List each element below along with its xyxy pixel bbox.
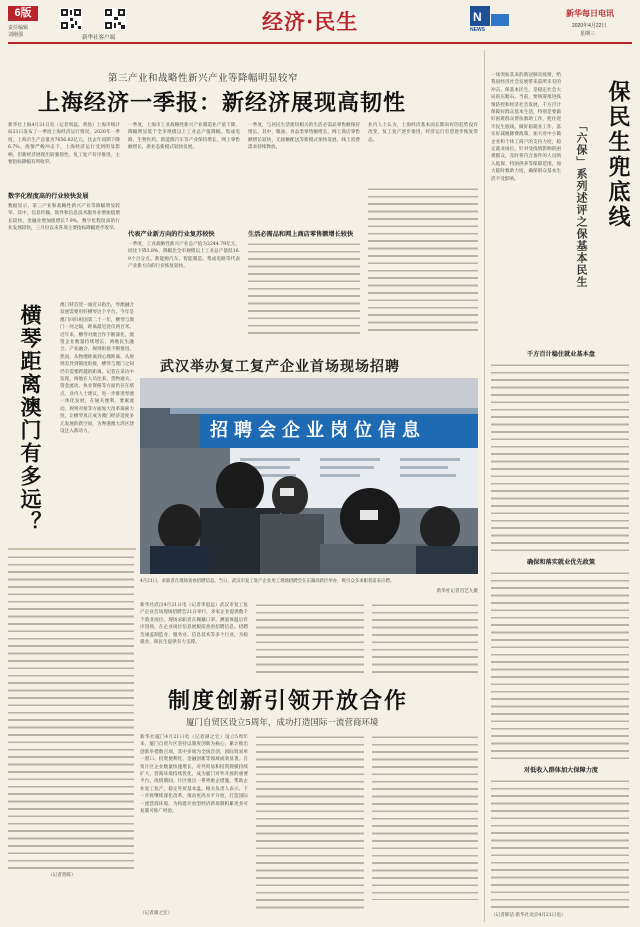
lead-subhead: 代表产业新方向的行业复苏较快	[128, 231, 215, 238]
hengqin-byline: （记者曾晖）	[48, 873, 76, 878]
lead-paragraph: 数据显示，第三产业和战略性新兴产业等降幅明显较窄。其中，信息传输、软件和信息技术服务业增加值增长较快，金融业增加值增长7.9%，数字化程度高的行业发展较快，三月份以来各项主要指标降幅逐步收窄。	[8, 204, 120, 232]
lead-paragraph: 一季度，工业战略性新兴产业总产值为2244.79亿元，同比下降3.8%，降幅比全市规模以上工业总产值低16.9个百分点。新能源汽车、智能制造、集成电路等代表产业新方向的行业恢复较快。	[128, 242, 240, 270]
lead-subhead: 数字化程度高的行业较快发展	[8, 193, 89, 200]
wuhan-headline: 武汉举办复工复产企业首场现场招聘	[160, 359, 400, 375]
right-subhead: 对低收入群体加大保障力度	[523, 767, 599, 774]
wuhan-body-continued	[372, 602, 478, 678]
lead-subhead: 生活必需品和网上商店零售额增长较快	[248, 231, 354, 238]
right-byline: （记者韩洁 新华社北京4月21日电）	[491, 913, 566, 918]
right-body-block	[491, 570, 629, 760]
right-body-block	[491, 362, 629, 552]
job-fair-banner: 招聘会企业岗位信息	[210, 420, 426, 441]
hengqin-title: 横琴距离澳门有多远？	[18, 304, 43, 534]
qr-code-icon	[60, 8, 82, 30]
brand-name: 新华每日电讯	[566, 9, 614, 18]
right-intro: 一场突如其来的新冠肺炎疫情，给我国经济社会发展带来前所未有的冲击。保基本民生，是稳定社会大局的压舱石。当前，要统筹推进疫情防控和经济社会发展，千方百计保障好群众基本生活，特别是要做好困难群众帮扶救助工作，兜住兜牢民生底线。做好稳就业工作，落实好减税降费政策，加大对中小微企业和个体工商户的支持力度，稳定就业岗位。针对受疫情影响的困难群众，及时将符合条件的人员纳入低保、特困供养等保障范围，加大临时救助力度，确保群众基本生活不受影响。	[491, 73, 561, 182]
right-subhead: 确保和落实就业优先政策	[526, 559, 596, 566]
reform-body-continued	[372, 734, 478, 900]
issue-weekday: 星期三	[580, 31, 596, 37]
wuhan-body: 新华社武汉4月21日电（记者李思远）武汉市复工复产企业首场现场招聘会21日举行，多家企业提供数千个就业岗位。现场求职者在佩戴口罩、测量体温后有序进场，在企业岗位信息展板前查看招聘信息。招聘会涵盖制造业、服务业、信息技术等多个行业，为稳就业、保民生提供有力支撑。	[140, 603, 248, 646]
svg-text:N: N	[473, 10, 482, 24]
issue-date: 2020年4月22日	[572, 23, 607, 29]
wuhan-photo	[140, 378, 478, 574]
section-title: 经济·民生	[262, 9, 359, 34]
lead-paragraph: 新华社上海4月21日电（记者周蕊、黄扬）上海市统计局21日发布了一季度上海经济运行情况，2020年一季度，上海市生产总值为7856.82亿元，比去年同期下降6.7%。疫情严峻冲击下，上海经济运行受到明显影响，但新经济展现出较强韧性，复工复产有序推进，主要指标降幅有所收窄。	[8, 123, 120, 166]
reform-subheadline: 厦门自贸区设立5周年，成功打造国际一流营商环境	[186, 718, 379, 728]
page-header	[0, 0, 640, 44]
logo-text: NEWS	[470, 27, 485, 33]
qr-code-icon	[104, 8, 126, 30]
right-subhead: 千方百计稳住就业基本盘	[526, 351, 596, 358]
reform-byline: （记者颜之宏）	[140, 911, 173, 916]
hengqin-divider	[8, 548, 136, 550]
right-column-article	[484, 50, 635, 922]
page-number: 6版	[14, 7, 32, 19]
lead-kicker: 第三产业和战略性新兴产业等降幅明显较窄	[108, 73, 299, 84]
hengqin-article	[8, 298, 136, 883]
lead-paragraph: 业内人士认为，上海经济基本面长期向好的趋势没有改变，复工复产逐步推进，经济运行有望逐步恢复常态。	[368, 123, 478, 143]
lead-paragraph-filler	[248, 241, 360, 337]
editor-name: 刘刚强	[8, 32, 24, 38]
qr-caption: 新华社客户端	[82, 35, 116, 41]
lead-paragraph-filler	[368, 186, 478, 336]
editor-label: 责任编辑	[8, 25, 29, 31]
reform-headline: 制度创新引领开放合作	[168, 688, 409, 714]
lead-headline: 上海经济一季报：新经济展现高韧性	[38, 90, 407, 116]
hengqin-body: 澳门特首贺一诚近日指出，琴澳融合发展需要用好横琴这个平台。今年是澳门回归祖国第二十一年，横琴与澳门一河之隔，距离最近处仅两百米。近年来，横琴对澳合作不断深化，澳资企业数量持续增长，两地民生融合、产业融合、规则衔接不断推进。然而，从物理距离到心理距离、从规则差异到制度衔接，横琴与澳门之间仍有需要跨越的距离。记者在采访中发现，两地在人员往来、货物通关、资金流动、执业资格等方面仍存在堵点。业内人士建议，进一步推进琴澳一体化发展，在通关便利、要素流动、规则对接等方面加大改革探索力度，让横琴真正成为澳门经济适度多元发展的新空间，为粤港澳大湾区建设注入新动力。	[60, 303, 134, 434]
lead-col-4	[368, 122, 478, 344]
page-number-badge	[8, 6, 38, 21]
reform-body-continued	[256, 734, 364, 910]
lead-paragraph: 一季度，与居民生活密切相关的生活必需品零售额保持增长。其中，粮油、食品类零售额增长，网上商店零售额增长较快，无接触配送等新模式加快发展，线上消费需求持续释放。	[248, 123, 360, 151]
wuhan-story	[140, 352, 478, 602]
lead-col-3	[248, 122, 360, 344]
reform-body: 新华社厦门4月21日电（记者颜之宏）设立5周年来，厦门自贸片区坚持以制度创新为核心，累计推出创新举措数百项，其中多项为全国首创，国际贸易单一窗口、投资便利化、金融创新等领域成效显著。自贸片区企业数量快速增长，对外贸易和投资规模持续扩大，营商环境持续优化，成为厦门对外开放的重要平台。疫情期间，片区推出一系列惠企措施，帮助企业复工复产，稳定外贸基本盘。相关负责人表示，下一步将继续深化改革，推动更高水平开放，打造国际一流营商环境，为构建开放型经济新体制积累更多可复制可推广经验。	[140, 735, 248, 815]
wuhan-body-continued	[256, 602, 364, 678]
right-title-main: 保民生兜底线	[605, 80, 631, 230]
news-logo-icon	[470, 6, 510, 36]
hengqin-body-continued	[8, 554, 134, 870]
lead-paragraph: 一季度，上海市工业战略性新兴产业制造业产值下降，降幅明显低于全市规模以上工业总产值降幅。集成电路、生物医药、新能源汽车等产业保持增长，网上零售额增长，新业态新模式较快发展。	[128, 123, 240, 151]
lead-col-2	[128, 122, 240, 344]
header-rule	[8, 42, 632, 44]
right-title-series: 「六保」系列述评之保基本民生	[575, 120, 588, 288]
wuhan-caption: 4月21日，求职者在现场查看招聘信息。当日，武汉市复工复产企业用工现场招聘会在东湖高新区举办，吸引众多求职者前来应聘。	[140, 579, 395, 584]
reform-article	[140, 684, 478, 920]
right-body-block	[491, 778, 629, 908]
wuhan-credit: 新华社记者肖艺九摄	[436, 589, 478, 594]
